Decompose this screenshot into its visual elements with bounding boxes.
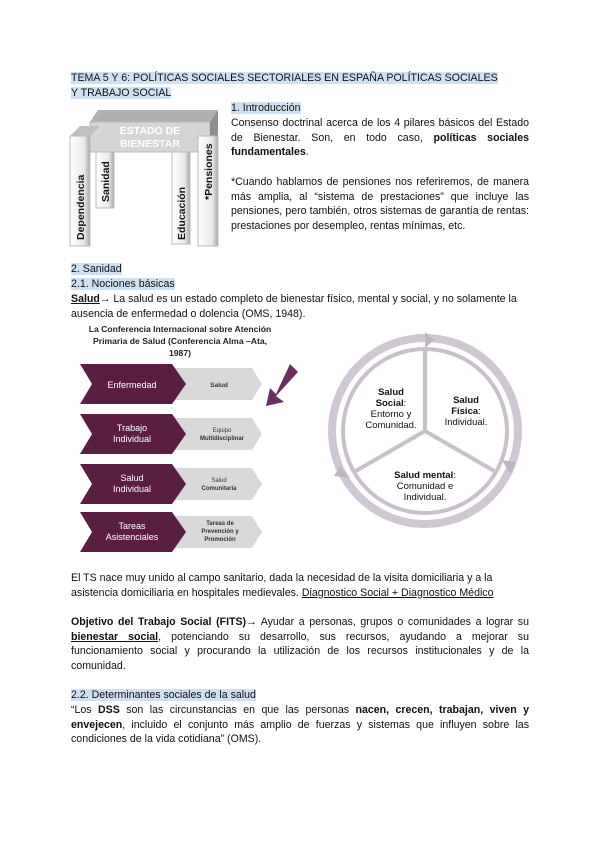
row3-right-label-1: Salud [211, 478, 227, 484]
intro-paragraph-2: *Cuando hablamos de pensiones nos referiremos, de manera más amplia, al “sistema de prestaciones” que incluye las pensiones, pero también, otros sistemas de garantía de rentas: prestaciones por desempleo, rentas mínimas, etc. [231, 176, 529, 232]
down-left-arrow-icon [266, 364, 298, 406]
sanidad-heading [71, 262, 122, 277]
dss-d: nacen, crecen, trabajan, viven y envejecen [71, 704, 529, 731]
ts-paragraph [71, 571, 531, 600]
intro-heading [231, 101, 301, 116]
title-line-1: TEMA 5 Y 6: POLÍTICAS SOCIALES SECTORIALES EN ESPAÑA POLÍTICAS SOCIALES [71, 72, 498, 84]
sanidad-heading-text: 2. Sanidad [71, 263, 122, 275]
pillar-label-pensiones: *Pensiones [203, 143, 215, 200]
conferencia-figure [76, 322, 338, 554]
row2-left-label-1: Trabajo [116, 423, 148, 433]
dss-e: , incluido el conjunto más amplio de fuerzas y sistemas que influyen sobre las condiciones de la vida cotidiana” (OMS). [71, 718, 529, 745]
objetivo-underlined: bienestar social [71, 630, 159, 643]
row4-right-label-2: Prevención y [201, 529, 239, 535]
dss-a: “Los [71, 704, 99, 716]
pillar-label-sanidad: Sanidad [100, 161, 112, 202]
dss-heading [71, 688, 256, 703]
document-title [71, 71, 529, 100]
chevron-right-2 [174, 418, 262, 450]
social-label-3: Entorno y [370, 409, 412, 420]
intro-p1-c: . [305, 146, 309, 158]
roof-top [90, 110, 218, 122]
intro-p1-a: Consenso doctrinal acerca de los 4 pilares básicos del Estado de Bienestar. Son, en todo caso, [231, 117, 529, 144]
social-label-1: Salud [378, 387, 404, 398]
dss-b: DSS [98, 704, 120, 716]
row2-left-label-2: Individual [112, 434, 152, 444]
roof-label-2: BIENESTAR [120, 138, 180, 150]
row4-right-label-1: Tareas de [206, 521, 234, 527]
row1-right-label: Salud [210, 382, 228, 389]
row4-right-label-3: Promoción [204, 537, 236, 543]
ts-p1-text: El TS nace muy unido al campo sanitario, dada la necesidad de la visita domiciliaria y a la asistencia domiciliaria en hospitales medievales. [71, 572, 493, 599]
intro-paragraph-1 [231, 116, 529, 160]
row3-right-label-2: Comunitaria [201, 486, 237, 492]
salud-term: Salud [71, 293, 100, 305]
intro-heading-text: 1. Introducción [231, 102, 301, 114]
row1-left-label: Enfermedad [107, 380, 157, 390]
fisica-label-1: Salud [453, 395, 479, 406]
salud-def-text: → La salud es un estado completo de bienestar físico, mental y social, y no solamente la ausencia de enfermedad o dolencia (OMS, 1948). [71, 293, 517, 320]
pillar-label-dependencia: Dependencia [75, 174, 87, 240]
objetivo-term: Objetivo del Trabajo Social (FITS) [71, 616, 247, 628]
fisica-label-2: Física: [451, 406, 481, 417]
conf-title-3: 1987) [169, 348, 191, 358]
mental-label-3: Individual. [403, 492, 447, 503]
roof-label-1: ESTADO DE [119, 125, 181, 137]
nociones-heading [71, 277, 175, 292]
fisica-label-3: Individual. [444, 417, 488, 428]
dss-paragraph [71, 703, 529, 747]
conf-title-2: Primaria de Salud (Conferencia Alma –Ata, [93, 336, 267, 346]
salud-circle-diagram [326, 332, 524, 530]
ts-p1-underlined: Diagnostico Social + Diagnostico Médico [301, 586, 494, 599]
chevron-right-3 [174, 468, 262, 500]
conf-title-1: La Conferencia Internacional sobre Atención [88, 324, 272, 334]
social-label-4: Comunidad. [365, 420, 417, 431]
mental-label-2: Comunidad e [396, 481, 454, 492]
intro-p1-bold: políticas sociales fundamentales [231, 131, 529, 158]
salud-definition [71, 292, 531, 321]
title-line-2: Y TRABAJO SOCIAL [71, 86, 172, 99]
row4-left-label-1: Tareas [118, 521, 146, 531]
mental-label-1: Salud mental: [394, 470, 456, 481]
row3-left-label-2: Individual [112, 484, 152, 494]
dss-heading-text: 2.2. Determinantes sociales de la salud [71, 689, 256, 701]
objetivo-text-a: → Ayudar a personas, grupos o comunidades a lograr su [246, 616, 529, 628]
row2-right-label-1: Equipo [212, 428, 232, 434]
objetivo-text-b: , potenciando su desarrollo, sus recursos, ayudando a mejorar su funcionamiento social y procurando la utilización de los recursos institucionales y de la comunidad. [71, 630, 529, 672]
row2-right-label-2: Multidisciplinar [199, 436, 245, 442]
row4-left-label-2: Asistenciales [105, 532, 159, 542]
objetivo-paragraph [71, 615, 529, 673]
nociones-heading-text: 2.1. Nociones básicas [71, 278, 175, 290]
row3-left-label-1: Salud [120, 473, 144, 483]
pillar-label-educacion: Educación [176, 186, 188, 240]
social-label-2: Social: [375, 398, 407, 409]
dss-c: son las circunstancias en que las personas [119, 704, 356, 716]
estado-bienestar-figure [68, 108, 223, 248]
